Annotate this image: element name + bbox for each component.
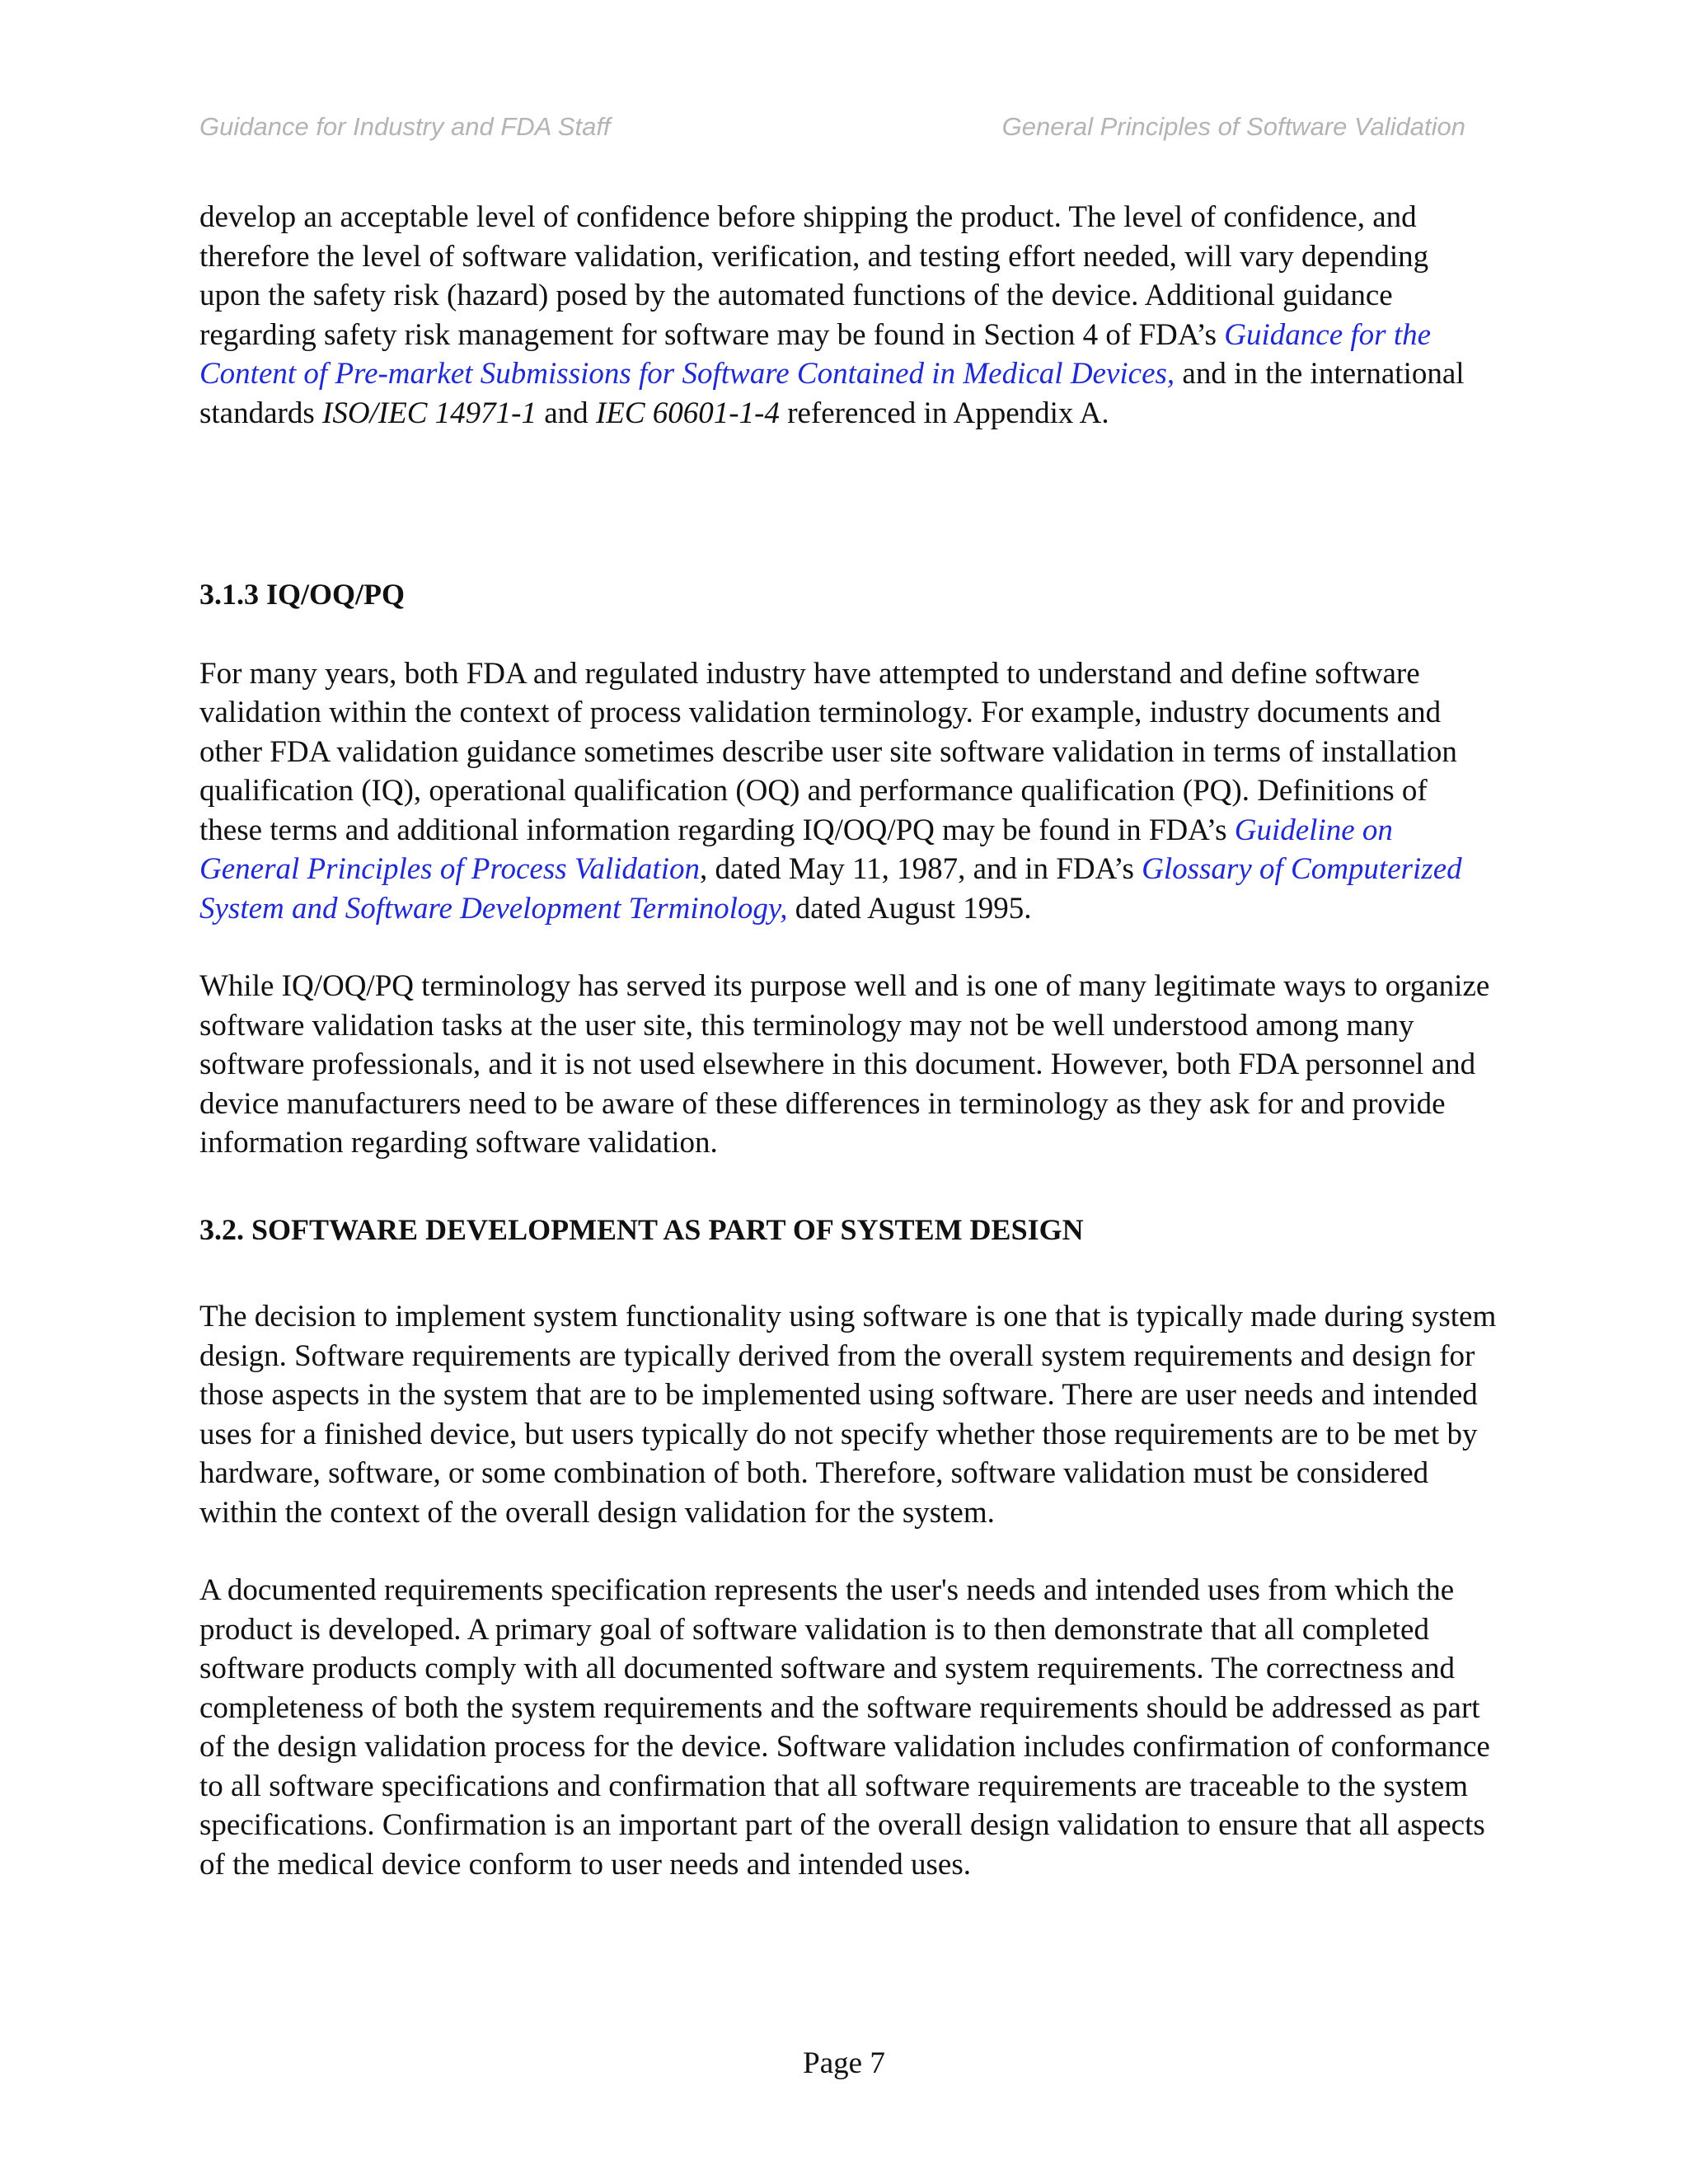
running-header — [199, 112, 1465, 145]
paragraph-text: For many years, both FDA and regulated industry have attempted to understand and define software validation within the context of process validation terminology. For example, industry documents and other FDA validation guidance sometimes describe user site software validation in terms of installation qualification (IQ), operational qualification (OQ) and performance qualification (PQ). Definitions of these terms and additional information regarding IQ/OQ/PQ may be found in FDA’s — [199, 656, 1457, 847]
header-document-title: Guidance for Industry and FDA Staff — [199, 112, 611, 141]
glossary-terminology-link[interactable]: Glossary of Computerized System and Software Development Terminology, — [199, 852, 1462, 926]
guidance-premarket-link[interactable]: Guidance for the Content of Pre-market Submissions for Software Contained in Medical Devices, — [199, 317, 1432, 391]
paragraph-text: referenced in Appendix A. — [779, 396, 1109, 430]
paragraph-text: and — [537, 396, 596, 430]
page-number: Page 7 — [803, 2046, 885, 2080]
heading-software-development: 3.2. SOFTWARE DEVELOPMENT AS PART OF SYSTEM DESIGN — [199, 1212, 1084, 1246]
guideline-process-validation-link[interactable]: Guideline on General Principles of Process Validation — [199, 813, 1393, 886]
standard-iso-14971: ISO/IEC 14971-1 — [322, 396, 537, 430]
paragraph-requirements-specification: A documented requirements specification represents the user's needs and intended uses from which the product is developed. A primary goal of software validation is to then demonstrate that all completed software products comply with all documented software and system requirements. The correctness and completeness of both the system requirements and the software requirements should be addressed as part of the design validation process for the device. Software validation includes confirmation of conformance to all software specifications and confirmation that all software requirements are traceable to the system specifications. Confirmation is an important part of the overall design validation to ensure that all aspects of the medical device conform to user needs and intended uses. — [199, 1573, 1490, 1882]
paragraph-text: develop an acceptable level of confidence before shipping the product. The level of confidence, and therefore the level of software validation, verification, and testing effort needed, will vary depending upon the safety risk (hazard) posed by the automated functions of the device. Additional guidance regarding safety risk management for software may be found in Section 4 of FDA’s — [199, 200, 1429, 352]
page-content — [199, 198, 1502, 1884]
paragraph-text: , dated May 11, 1987, and in FDA’s — [700, 852, 1142, 886]
standard-iec-60601: IEC 60601-1-4 — [595, 396, 780, 430]
heading-iq-oq-pq: 3.1.3 IQ/OQ/PQ — [199, 578, 406, 611]
paragraph-text: and in the international standards — [199, 357, 1465, 430]
paragraph-system-functionality: The decision to implement system functionality using software is one that is typically made during system design. Software requirements are typically derived from the overall system requirements and design for those aspects in the system that are to be implemented using software. There are user needs and intended uses for a finished device, but users typically do not specify whether those requirements are to be met by hardware, software, or some combination of both. Therefore, software validation must be considered within the context of the overall design validation for the system. — [199, 1300, 1497, 1530]
paragraph-iq-oq-pq-terminology: While IQ/OQ/PQ terminology has served its purpose well and is one of many legitimate ways to organize software validation tasks at the user site, this terminology may not be well understood among many software professionals, and it is not used elsewhere in this document. However, both FDA personnel and device manufacturers need to be aware of these differences in terminology as they ask for and provide information regarding software validation. — [199, 969, 1490, 1160]
paragraph-iq-oq-pq-history — [199, 654, 1469, 929]
header-section-title: General Principles of Software Validation — [1001, 112, 1465, 141]
paragraph-text: dated August 1995. — [787, 891, 1032, 926]
paragraph-confidence — [199, 198, 1469, 433]
